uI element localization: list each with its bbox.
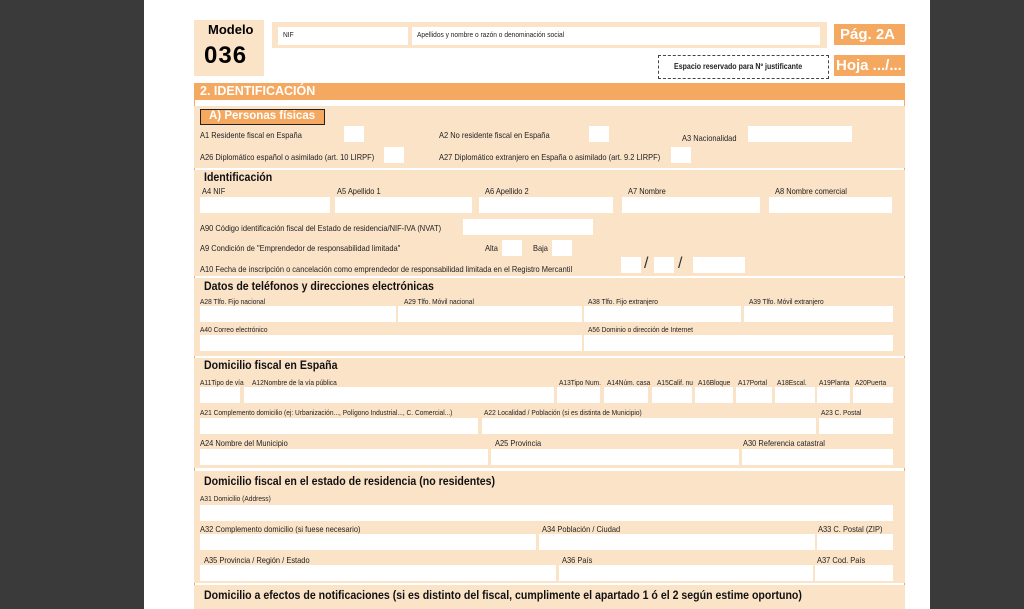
a11-label: A11Tipo de vía bbox=[200, 378, 244, 387]
telefonos-title: Datos de teléfonos y direcciones electrónicas bbox=[204, 281, 434, 293]
modelo-label: Modelo bbox=[208, 22, 254, 37]
a26-label: A26 Diplomático español o asimilado (art. 10 LIRPF) bbox=[200, 152, 375, 162]
a24-label: A24 Nombre del Municipio bbox=[200, 438, 288, 448]
modelo-box bbox=[194, 20, 264, 76]
date-slash-2: / bbox=[678, 255, 683, 272]
personas-title: A) Personas físicas bbox=[209, 110, 316, 122]
a28-field[interactable] bbox=[200, 306, 396, 322]
nif-label: NIF bbox=[283, 30, 294, 39]
section-title: 2. IDENTIFICACIÓN bbox=[200, 84, 316, 98]
a34-label: A34 Población / Ciudad bbox=[542, 524, 621, 534]
a27-checkbox[interactable] bbox=[671, 147, 691, 163]
a5-label: A5 Apellido 1 bbox=[337, 186, 381, 196]
nif-field[interactable] bbox=[278, 27, 408, 45]
a23-label: A23 C. Postal bbox=[821, 408, 862, 417]
a23-field[interactable] bbox=[819, 418, 893, 434]
a35-label: A35 Provincia / Región / Estado bbox=[204, 555, 310, 565]
a39-field[interactable] bbox=[744, 306, 893, 322]
reserved-label: Espacio reservado para Nº justificante bbox=[674, 62, 803, 71]
a56-label: A56 Dominio o dirección de Internet bbox=[588, 325, 693, 334]
notificaciones-title: Domicilio a efectos de notificaciones (si es distinto del fiscal, cumplimente el apartado 1 ó el 2 según estime oportuno) bbox=[204, 590, 802, 602]
page-label: Pág. 2A bbox=[840, 26, 896, 43]
a13-label: A13Tipo Num. bbox=[559, 378, 601, 387]
personas-tab bbox=[200, 109, 325, 125]
a17-field[interactable] bbox=[736, 387, 772, 403]
nombre-label: Apellidos y nombre o razón o denominación social bbox=[417, 30, 565, 39]
a36-field[interactable] bbox=[559, 565, 813, 581]
a24-field[interactable] bbox=[200, 449, 488, 465]
a3-label: A3 Nacionalidad bbox=[682, 133, 737, 143]
domicilio-title: Domicilio fiscal en España bbox=[204, 360, 338, 372]
a21-label: A21 Complemento domicilio (ej: Urbanización..., Polígono Industrial..., C. Comercial...) bbox=[200, 408, 453, 417]
a6-label: A6 Apellido 2 bbox=[485, 186, 529, 196]
a16-field[interactable] bbox=[695, 387, 733, 403]
a11-field[interactable] bbox=[200, 387, 240, 403]
a6-field[interactable] bbox=[479, 197, 613, 213]
a16-label: A16Bloque bbox=[698, 378, 731, 387]
a14-field[interactable] bbox=[604, 387, 648, 403]
a40-field[interactable] bbox=[200, 335, 582, 351]
a19-field[interactable] bbox=[817, 387, 850, 403]
a38-field[interactable] bbox=[584, 306, 741, 322]
a8-label: A8 Nombre comercial bbox=[775, 186, 847, 196]
a15-field[interactable] bbox=[652, 387, 692, 403]
modelo-number: 036 bbox=[204, 42, 248, 69]
a4-field[interactable] bbox=[200, 197, 330, 213]
page-badge bbox=[834, 24, 905, 45]
a10-day-field[interactable] bbox=[621, 257, 641, 273]
a10-year-field[interactable] bbox=[693, 257, 745, 273]
a30-label: A30 Referencia catastral bbox=[743, 438, 825, 448]
section-bar bbox=[194, 83, 905, 100]
hoja-badge bbox=[834, 55, 905, 76]
a7-field[interactable] bbox=[622, 197, 760, 213]
a10-label: A10 Fecha de inscripción o cancelación como emprendedor de responsabilidad limitada en el Registro Mercantil bbox=[200, 264, 573, 274]
a22-field[interactable] bbox=[482, 418, 816, 434]
a35-field[interactable] bbox=[200, 565, 556, 581]
a34-field[interactable] bbox=[539, 534, 815, 550]
a17-label: A17Portal bbox=[738, 378, 767, 387]
residencia-title: Domicilio fiscal en el estado de residencia (no residentes) bbox=[204, 476, 496, 488]
a3-field[interactable] bbox=[748, 126, 852, 142]
a12-field[interactable] bbox=[244, 387, 554, 403]
a25-field[interactable] bbox=[491, 449, 739, 465]
a30-field[interactable] bbox=[742, 449, 893, 465]
a32-label: A32 Complemento domicilio (si fuese necesario) bbox=[200, 524, 361, 534]
a33-label: A33 C. Postal (ZIP) bbox=[818, 524, 883, 534]
a36-label: A36 País bbox=[562, 555, 593, 565]
a25-label: A25 Provincia bbox=[495, 438, 542, 448]
form-page bbox=[144, 0, 930, 609]
a1-label: A1 Residente fiscal en España bbox=[200, 130, 302, 140]
a40-label: A40 Correo electrónico bbox=[200, 325, 268, 334]
a22-label: A22 Localidad / Población (si es distinta de Municipio) bbox=[484, 408, 642, 417]
a2-checkbox[interactable] bbox=[589, 126, 609, 142]
a13-field[interactable] bbox=[557, 387, 600, 403]
alta-label: Alta bbox=[485, 243, 498, 253]
a9-label: A9 Condición de "Emprendedor de responsabilidad limitada" bbox=[200, 243, 401, 253]
a27-label: A27 Diplomático extranjero en España o asimilado (art. 9.2 LIRPF) bbox=[439, 152, 661, 162]
a28-label: A28 Tlfo. Fijo nacional bbox=[200, 297, 266, 306]
a20-field[interactable] bbox=[853, 387, 893, 403]
a37-label: A37 Cod. País bbox=[817, 555, 866, 565]
a15-label: A15Calif. nu bbox=[657, 378, 693, 387]
a19-label: A19Planta bbox=[819, 378, 850, 387]
a18-label: A18Escal. bbox=[777, 378, 807, 387]
a33-field[interactable] bbox=[817, 534, 893, 550]
a7-label: A7 Nombre bbox=[628, 186, 666, 196]
identificacion-title: Identificación bbox=[204, 172, 273, 184]
a14-label: A14Núm. casa bbox=[607, 378, 651, 387]
a18-field[interactable] bbox=[775, 387, 815, 403]
a32-field[interactable] bbox=[200, 534, 536, 550]
a20-label: A20Puerta bbox=[855, 378, 887, 387]
a10-month-field[interactable] bbox=[654, 257, 674, 273]
a1-checkbox[interactable] bbox=[344, 126, 364, 142]
a90-label: A90 Código identificación fiscal del Estado de residencia/NIF-IVA (NVAT) bbox=[200, 223, 442, 233]
a5-field[interactable] bbox=[335, 197, 472, 213]
a4-label: A4 NIF bbox=[202, 186, 226, 196]
a37-field[interactable] bbox=[815, 565, 893, 581]
a29-label: A29 Tlfo. Móvil nacional bbox=[404, 297, 474, 306]
a39-label: A39 Tlfo. Móvil extranjero bbox=[749, 297, 824, 306]
a31-label: A31 Domicilio (Address) bbox=[200, 494, 271, 503]
baja-label: Baja bbox=[533, 243, 548, 253]
a56-field[interactable] bbox=[584, 335, 893, 351]
date-slash-1: / bbox=[644, 255, 649, 272]
a21-field[interactable] bbox=[200, 418, 478, 434]
a26-checkbox[interactable] bbox=[384, 147, 404, 163]
baja-checkbox[interactable] bbox=[552, 240, 572, 256]
a31-field[interactable] bbox=[200, 505, 893, 521]
a8-field[interactable] bbox=[769, 197, 892, 213]
a90-field[interactable] bbox=[463, 219, 593, 235]
a12-label: A12Nombre de la vía pública bbox=[252, 378, 337, 387]
a2-label: A2 No residente fiscal en España bbox=[439, 130, 550, 140]
alta-checkbox[interactable] bbox=[502, 240, 522, 256]
a29-field[interactable] bbox=[398, 306, 582, 322]
hoja-label: Hoja .../... bbox=[836, 57, 902, 74]
a38-label: A38 Tlfo. Fijo extranjero bbox=[588, 297, 658, 306]
